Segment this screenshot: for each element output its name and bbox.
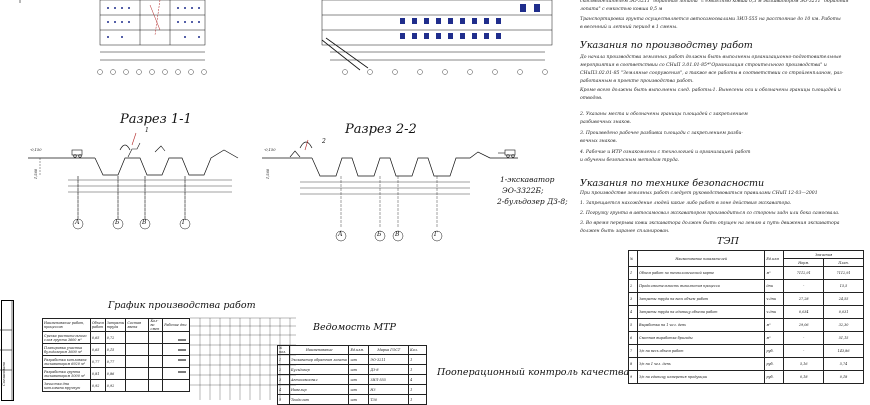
section-2-mark: 2 (322, 138, 326, 145)
tep-cell: 7 (629, 345, 638, 358)
work-line: вочных знаков. (580, 139, 618, 144)
mtr-cell: ЭО-3211 (369, 355, 409, 365)
tep-cell: Выработка на 1 чел. день (637, 319, 764, 332)
section-2-profile (262, 142, 518, 176)
schedule-header: Затраты труда (105, 319, 126, 332)
tep-cell: 8 (629, 358, 638, 371)
safety-line: При производстве земляных работ следует руководствоваться правилами СНиП 12-03—2001 (580, 191, 818, 196)
tep-header-values: Значения (784, 251, 864, 259)
schedule-table (42, 318, 190, 392)
quality-title: Пооперационный контроль качества (437, 367, 630, 378)
tep-cell: 9 (629, 371, 638, 384)
section-1-elevation-top: -0,150 (30, 148, 42, 152)
top-note-line: лопата" с емкостью ковша 0,5 м (580, 7, 663, 12)
legend-excavator-model: ЭО-3322Б; (502, 186, 544, 195)
tep-header-plan: План. (824, 259, 864, 267)
tep-cell: - (784, 280, 824, 293)
schedule-cell: 0,92 (90, 380, 105, 392)
schedule-cell: 0,77 (105, 356, 126, 368)
mtr-cell: НЗ (369, 385, 409, 395)
tep-cell: 5,74 (824, 358, 864, 371)
mtr-cell: ДЗ-8 (369, 365, 409, 375)
tep-cell: Объем работ по технологической карте (637, 267, 764, 280)
tep-cell: 29,06 (784, 319, 824, 332)
work-line: СНиП3.02.01-85 "Земляные сооружения", а также все работы в соответствии со стройгенпланом, раз- (580, 71, 844, 76)
tep-cell: 0,034 (784, 306, 824, 319)
work-line: До начала производства земляных работ должны быть выполнены организационно-подготовительные (580, 55, 842, 60)
section-2-title: Разрез 2-2 (345, 122, 417, 137)
schedule-header: Рабочие дни (163, 319, 190, 332)
mtr-cell: 1 (409, 385, 427, 395)
section-1-equipment (72, 133, 165, 157)
schedule-cell: Разработка котлована экскаватором 6920 м³ (43, 356, 91, 368)
tep-cell: Затраты труда на весь объем работ (637, 293, 764, 306)
schedule-cell: Разработка грунта экскаватором 5000 м³ (43, 368, 91, 380)
mtr-cell: шт (349, 375, 369, 385)
section-2-axis-lines (341, 176, 437, 228)
tep-cell: м³ (765, 332, 784, 345)
tep-cell: - (784, 332, 824, 345)
section-1-title: Разрез 1-1 (120, 112, 192, 127)
mtr-cell: Бульдозер (289, 365, 349, 375)
tep-cell: ч.дни (765, 306, 784, 319)
work-line: отводов. (580, 96, 603, 101)
mtr-cell: Нивелир (289, 385, 349, 395)
schedule-title: График производства работ (108, 300, 256, 311)
schedule-cell: 0,65 (90, 344, 105, 356)
mtr-cell: шт (349, 355, 369, 365)
tep-cell: м³ (765, 319, 784, 332)
tep-cell: Продолжительность выполнения процесса (637, 280, 764, 293)
mtr-cell: 5 (278, 395, 290, 405)
tep-cell: м³ (765, 267, 784, 280)
tep-cell: 0,18 (824, 371, 864, 384)
section-2-elevation-top: -0,150 (264, 148, 276, 152)
work-line: мероприятия в соответствии со СНиП 3.01.01-85*"Организация строительного производства" и (580, 63, 827, 68)
tep-cell: 51,15 (824, 332, 864, 345)
work-line: и обучены безопасным методам труда. (580, 158, 680, 163)
mtr-header: Кол. (409, 346, 427, 355)
tep-cell: 0,18 (784, 371, 824, 384)
mtr-title: Ведомость МТР (313, 322, 396, 333)
section-1-axis-b-label: Б (115, 219, 120, 226)
work-line: работанным в проекте производства работ. (580, 79, 694, 84)
section-1-profile (28, 145, 238, 175)
top-note-line: Транспортировка грунта осуществляется автосамосвалами ЗИЛ-555 на расстояние до 10 км. Работы (580, 17, 841, 22)
schedule-cell: 0,77 (90, 356, 105, 368)
tep-cell: З/п на 1 чел. день (637, 358, 764, 371)
mtr-header: Марка ГОСТ (369, 346, 409, 355)
tep-table-main (628, 250, 864, 384)
mtr-header: Наименование (289, 346, 349, 355)
mtr-table (277, 345, 427, 405)
mtr-cell: 4 (409, 375, 427, 385)
work-line: 4. Рабочие и ИТР ознакомлены с технологией и организацией работ (580, 150, 751, 155)
tep-cell: З/п на весь объем работ (637, 345, 764, 358)
mtr-cell: 1 (278, 355, 290, 365)
tep-cell: 6 (629, 332, 638, 345)
tep-title: ТЭП (717, 236, 739, 247)
schedule-cell: 0,15 (105, 344, 126, 356)
plan-left (100, 0, 205, 60)
mtr-cell: 3 (278, 375, 290, 385)
safety-title: Указания по технике безопасности (580, 178, 765, 189)
mtr-cell: ЗИЛ-555 (369, 375, 409, 385)
section-1-axis-g-label: Г (182, 219, 186, 226)
tep-cell: 7112,91 (824, 267, 864, 280)
section-2-axis-g-label: Г (434, 231, 438, 238)
mtr-cell: 4 (278, 385, 290, 395)
tep-cell: руб. (765, 345, 784, 358)
legend-excavator: 1-экскаватор (500, 175, 555, 184)
schedule-header: Наименование работ, процессов (43, 319, 91, 332)
work-line: 3. Произведено рабочее разбивка площади с закреплением разби- (580, 131, 743, 136)
plan-left-axis-bubbles (98, 70, 207, 75)
schedule-header: Кол-во смен (149, 319, 163, 332)
mtr-cell: Теодолит (289, 395, 349, 405)
tep-header-norm: Норм. (784, 259, 824, 267)
schedule-cell: 0,72 (105, 332, 126, 344)
schedule-cell: Планировка участка бульдозером 3600 м² (43, 344, 91, 356)
section-1-elevation-bottom: 1,560 (34, 168, 39, 180)
schedule-header: Состав звена (126, 319, 149, 332)
top-note-line: в весенний и летний период в 1 смены. (580, 25, 678, 30)
tep-cell: З/п на единицу измерения продукции (637, 371, 764, 384)
mtr-cell: шт (349, 385, 369, 395)
schedule-header: Объем работ (90, 319, 105, 332)
plan-left-dots (107, 7, 200, 38)
schedule-cell: Срезка растительного слоя грунта 3600 м² (43, 332, 91, 344)
mtr-cell: 2 (278, 365, 290, 375)
tep-cell: 15,5 (824, 280, 864, 293)
tep-cell: 27,28 (784, 293, 824, 306)
section-2-axis-a-label: А (338, 231, 343, 238)
section-1-axis-v-label: В (142, 219, 147, 226)
section-2-axis-b-label: Б (377, 231, 382, 238)
tep-cell: 7112,91 (784, 267, 824, 280)
schedule-cell: 0,86 (105, 368, 126, 380)
mtr-header: Ед.изм. (349, 346, 369, 355)
schedule-cell: Зачистка дна котлована вручную (43, 380, 91, 392)
section-1-axis-lines (78, 176, 185, 218)
tep-cell: - (784, 345, 824, 358)
mtr-header: № поз. (278, 346, 290, 355)
tep-cell: 24,55 (824, 293, 864, 306)
tep-header-name: Наименование показателей (637, 251, 764, 267)
tep-cell: 0,031 (824, 306, 864, 319)
mtr-cell: шт (349, 395, 369, 405)
section-1-dims (40, 158, 232, 225)
safety-line: должен быть заранее спланирован. (580, 229, 670, 234)
work-line: 2. Указаны места и обозначены границы площадей с закреплением (580, 112, 748, 117)
tep-cell: 2 (629, 280, 638, 293)
tep-cell: Сменная выработка бригады (637, 332, 764, 345)
tep-cell: 5 (629, 319, 638, 332)
schedule-cell: 0,81 (90, 368, 105, 380)
section-2-axis-bubbles (336, 231, 442, 241)
top-note-line: скосовыделителем ЭО-3211 "обратная лопата" с емкостью ковша 0,5 м экскаватором ЭО-3211 "обратная (580, 0, 849, 4)
tep-header-num: № (629, 251, 638, 267)
tep-cell: 143,86 (824, 345, 864, 358)
tep-cell: 1 (629, 267, 638, 280)
schedule-cell: 0,92 (105, 380, 126, 392)
tep-cell: руб. (765, 371, 784, 384)
safety-line: 2. Погрузку грунта в автосамосвал экскаватором производиться со стороны задн или бока самосвала. (580, 211, 840, 216)
section-1-mark: 1 (145, 127, 149, 134)
tep-cell: 5,16 (784, 358, 824, 371)
tep-header-unit: Ед.изм (765, 251, 784, 267)
tep-cell: Затраты труда на единицу объема работ (637, 306, 764, 319)
section-1-axis-a-label: А (75, 219, 80, 226)
mtr-cell: 1 (409, 365, 427, 375)
stamp-side-label: Согласовано (2, 361, 7, 387)
tep-cell: 4 (629, 306, 638, 319)
mtr-cell: Т30 (369, 395, 409, 405)
schedule-cell: 0,65 (90, 332, 105, 344)
mtr-cell: шт (349, 365, 369, 375)
legend-bulldozer: 2-бульдозер ДЗ-8; (497, 197, 568, 206)
section-2-axis-v-label: В (395, 231, 400, 238)
tep-cell: ч.дни (765, 293, 784, 306)
mtr-cell: Экскаватор обратная лопата (289, 355, 349, 365)
mtr-cell: Автосамосвал (289, 375, 349, 385)
safety-line: 3. Во время перерыва ковш экскаватора должен быть опущен на землю а путь движения экскаватора (580, 221, 840, 226)
section-2-elevation-bottom: 1,560 (266, 168, 271, 180)
plan-right-blocks (400, 4, 540, 39)
mtr-cell: 1 (409, 395, 427, 405)
mtr-cell: 1 (409, 355, 427, 365)
work-line: Кроме всего должны быть выполнены след. работы:1. Вынесены оси и обозначены границы площадей и (580, 88, 841, 93)
tep-cell: дни (765, 280, 784, 293)
section-2-dims (300, 182, 470, 194)
tep-cell: 32,30 (824, 319, 864, 332)
safety-line: 1. Запрещается нахождение людей какие либо работ в зоне действия экскаватора. (580, 201, 792, 206)
tep-cell: руб. (765, 358, 784, 371)
work-line: разбивочных знаков. (580, 120, 631, 125)
work-instructions-title: Указания по производству работ (580, 40, 753, 51)
tep-cell: 3 (629, 293, 638, 306)
section-1-axis-bubbles (73, 219, 190, 229)
